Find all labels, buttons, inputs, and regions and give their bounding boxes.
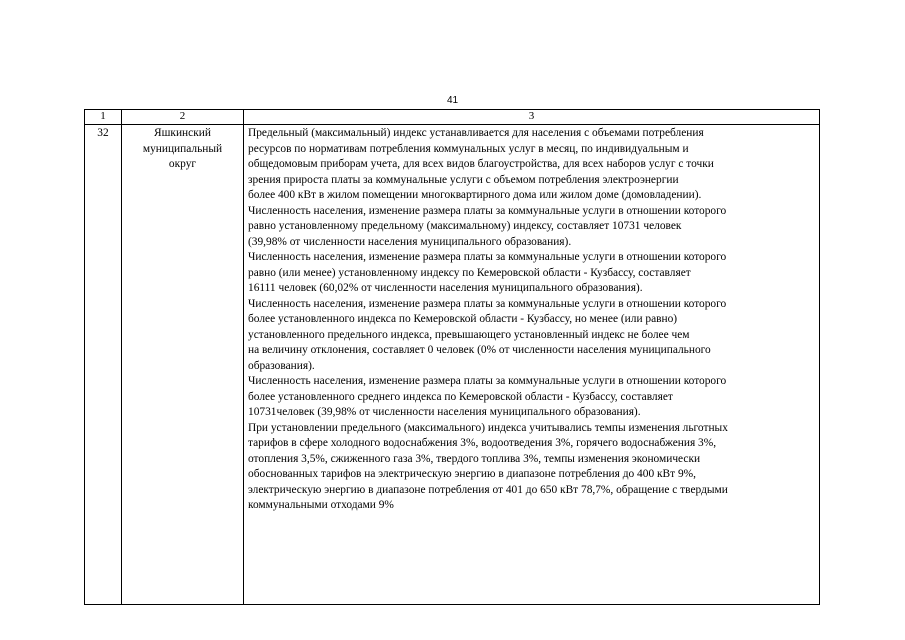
index-table (84, 109, 820, 605)
paragraph-population-equal-regional: Численность населения, изменение размера платы за коммунальные услуги в отношении которого равно (или менее) установленному индексу по Кемеровской области - Кузбассу, составляет 16111 человек (60,02% от численности населения муниципального образования). (248, 251, 727, 294)
header-cell-3: 3 (244, 110, 820, 125)
table-header-row (85, 110, 820, 125)
description-cell (244, 125, 820, 605)
header-cell-1: 1 (85, 110, 122, 125)
paragraph-population-above-average: Численность населения, изменение размера платы за коммунальные услуги в отношении которого более установленного среднего индекса по Кемеровской области - Кузбассу, составляет 10731человек (39,98% от численности населения муниципального образования). (248, 375, 727, 418)
row-number: 32 (97, 127, 109, 139)
header-cell-2: 2 (122, 110, 244, 125)
page-number: 41 (446, 95, 459, 106)
paragraph-population-equal-max: Численность населения, изменение размера платы за коммунальные услуги в отношении которого равно установленному предельному (максимальному) индексу, составляет 10731 человек (39,98% от численности населения муниципального образования). (248, 204, 727, 248)
paragraph-tariff-rates: При установлении предельного (максимального) индекса учитывались темпы изменения льготных тарифов в сфере холодного водоснабжения 3%, водоотведения 3%, горячего водоснабжения 3%, отопления 3,5%, сжиженного газа 3%, твердого топлива 3%, темпы изменения экономически обоснованных тарифов на электрическую энергию в диапазоне потребления до 400 кВт 9%, электрическую энергию в диапазоне потребления от 401 до 650 кВт 78,7%, обращение с твердыми коммунальными отходами 9% (248, 421, 728, 511)
paragraph-population-above-regional: Численность населения, изменение размера платы за коммунальные услуги в отношении которого более установленного индекса по Кемеровской области - Кузбассу, но менее (или равно) установленного предельного индекса, превышающего установленный индекс не более чем на величину отклонения, составляет 0 человек (0% от численности населения муниципального образования). (248, 297, 727, 372)
paragraph-max-index: Предельный (максимальный) индекс устанавливается для населения с объемами потребления ресурсов по нормативам потребления коммунальных услуг в месяц, по индивидуальным и общедомовым приборам учета, для всех видов благоустройства, для всех наборов услуг с точки зрения прироста платы за коммунальные услуги с объемом потребления электроэнергии более 400 кВт в жилом помещении многоквартирного дома или жилом доме (домовладении). (248, 127, 714, 201)
municipality-name: Яшкинский муниципальный округ (142, 127, 223, 170)
table-row (85, 125, 820, 605)
municipality-cell (122, 125, 244, 605)
row-number-cell (85, 125, 122, 605)
